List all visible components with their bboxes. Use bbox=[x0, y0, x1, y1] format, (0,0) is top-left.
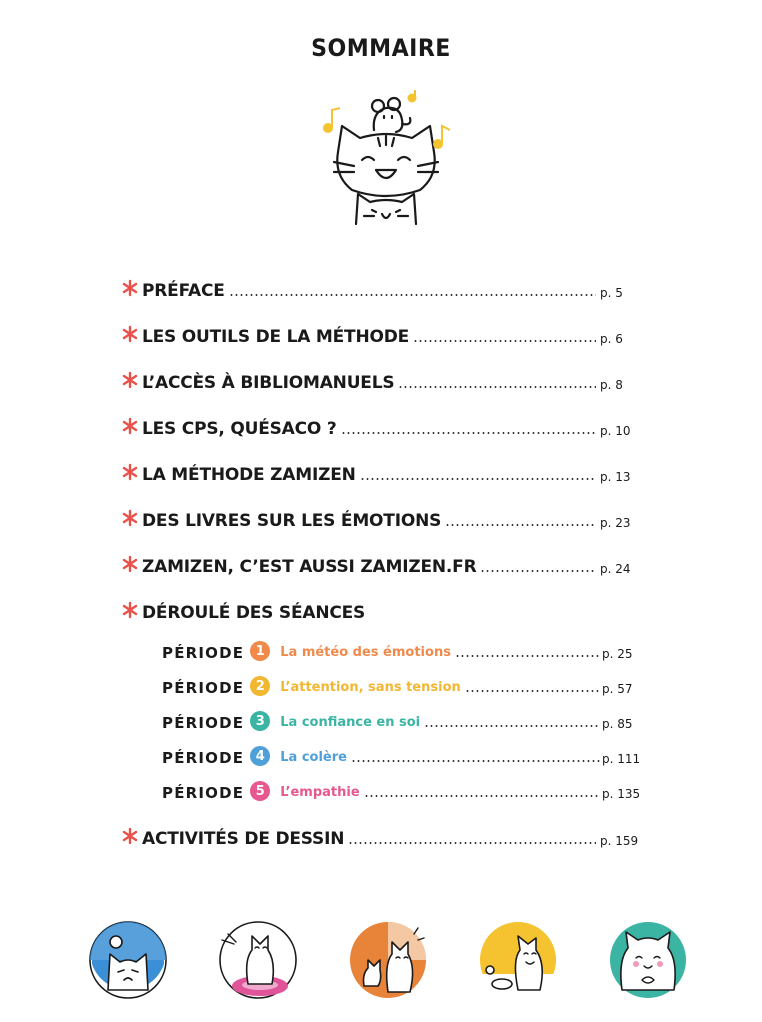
period-word: PÉRIODE bbox=[162, 749, 245, 767]
period-page: p. 135 bbox=[602, 787, 641, 801]
toc-entry-page: p. 13 bbox=[600, 470, 631, 484]
asterisk-icon bbox=[120, 600, 140, 620]
toc-entry-label: DÉROULÉ DES SÉANCES bbox=[142, 603, 366, 623]
period-title: La colère bbox=[280, 750, 347, 765]
dot-leader bbox=[424, 725, 600, 727]
toc-entry-label: ACTIVITÉS DE DESSIN bbox=[142, 829, 345, 849]
toc-entry-label: LES OUTILS DE LA MÉTHODE bbox=[142, 327, 410, 347]
toc-period-3[interactable] bbox=[162, 708, 640, 732]
period-page: p. 25 bbox=[602, 647, 633, 661]
toc-entry-livres[interactable] bbox=[120, 505, 640, 531]
dot-leader bbox=[364, 795, 600, 797]
period-title: La confiance en soi bbox=[280, 715, 421, 730]
asterisk-icon bbox=[120, 278, 140, 298]
toc-period-4[interactable] bbox=[162, 743, 640, 767]
toc-entry-label: DES LIVRES SUR LES ÉMOTIONS bbox=[142, 511, 442, 531]
period-word: PÉRIODE bbox=[162, 644, 245, 662]
dot-leader bbox=[360, 478, 596, 480]
period-word: PÉRIODE bbox=[162, 679, 245, 697]
toc-entry-page: p. 5 bbox=[600, 286, 623, 300]
toc-period-5[interactable] bbox=[162, 778, 640, 802]
dot-leader bbox=[351, 760, 600, 762]
period-number-badge: 2 bbox=[250, 676, 270, 696]
toc-entry-label: L’ACCÈS À BIBLIOMANUELS bbox=[142, 373, 395, 393]
toc-entry-page: p. 24 bbox=[600, 562, 631, 576]
toc-entry-deroule[interactable] bbox=[120, 597, 640, 623]
toc-entry-cps[interactable] bbox=[120, 413, 640, 439]
angry-cat-blue-disc-icon bbox=[88, 920, 168, 1000]
toc-period-1[interactable] bbox=[162, 638, 640, 662]
toc-entry-label: LES CPS, QUÉSACO ? bbox=[142, 419, 337, 439]
period-number-badge: 3 bbox=[250, 711, 270, 731]
toc-entry-label: ZAMIZEN, C’EST AUSSI ZAMIZEN.FR bbox=[142, 557, 477, 577]
period-illustrations-row bbox=[88, 920, 688, 1000]
period-number-badge: 5 bbox=[250, 781, 270, 801]
dot-leader bbox=[455, 655, 600, 657]
toc-entry-page: p. 6 bbox=[600, 332, 623, 346]
cats-orange-disc-icon bbox=[348, 920, 428, 1000]
toc-entry-bibliomanuels[interactable] bbox=[120, 367, 640, 393]
toc-entry-page: p. 10 bbox=[600, 424, 631, 438]
dot-leader bbox=[413, 340, 596, 342]
dot-leader bbox=[229, 294, 596, 296]
toc-entry-zamizen-fr[interactable] bbox=[120, 551, 640, 577]
dot-leader bbox=[465, 690, 600, 692]
toc-entry-outils[interactable] bbox=[120, 321, 640, 347]
toc-entry-page: p. 159 bbox=[600, 834, 639, 848]
period-number-badge: 1 bbox=[250, 641, 270, 661]
period-page: p. 85 bbox=[602, 717, 633, 731]
toc-entry-page: p. 23 bbox=[600, 516, 631, 530]
toc-entry-methode-zamizen[interactable] bbox=[120, 459, 640, 485]
period-page: p. 111 bbox=[602, 752, 641, 766]
cat-yellow-disc-icon bbox=[478, 920, 558, 1000]
dot-leader bbox=[480, 570, 596, 572]
toc-entry-dessin[interactable] bbox=[120, 823, 640, 849]
asterisk-icon bbox=[120, 508, 140, 528]
period-number-badge: 4 bbox=[250, 746, 270, 766]
toc-entry-label: LA MÉTHODE ZAMIZEN bbox=[142, 465, 356, 485]
period-title: L’attention, sans tension bbox=[280, 680, 461, 695]
calm-cat-pink-cushion-icon bbox=[218, 920, 298, 1000]
period-word: PÉRIODE bbox=[162, 714, 245, 732]
toc-period-2[interactable] bbox=[162, 673, 640, 697]
asterisk-icon bbox=[120, 826, 140, 846]
period-title: La météo des émotions bbox=[280, 645, 451, 660]
period-word: PÉRIODE bbox=[162, 784, 245, 802]
dot-leader bbox=[341, 432, 596, 434]
asterisk-icon bbox=[120, 462, 140, 482]
toc-entry-label: PRÉFACE bbox=[142, 281, 225, 301]
dot-leader bbox=[348, 842, 596, 844]
page-title: SOMMAIRE bbox=[311, 34, 451, 62]
period-page: p. 57 bbox=[602, 682, 633, 696]
dot-leader bbox=[445, 524, 596, 526]
hugging-cats-teal-disc-icon bbox=[608, 920, 688, 1000]
asterisk-icon bbox=[120, 324, 140, 344]
toc-entry-page: p. 8 bbox=[600, 378, 623, 392]
dot-leader bbox=[398, 386, 596, 388]
period-title: L’empathie bbox=[280, 785, 360, 800]
asterisk-icon bbox=[120, 554, 140, 574]
asterisk-icon bbox=[120, 370, 140, 390]
toc-entry-preface[interactable] bbox=[120, 275, 640, 301]
singing-cats-illustration bbox=[316, 90, 456, 230]
asterisk-icon bbox=[120, 416, 140, 436]
